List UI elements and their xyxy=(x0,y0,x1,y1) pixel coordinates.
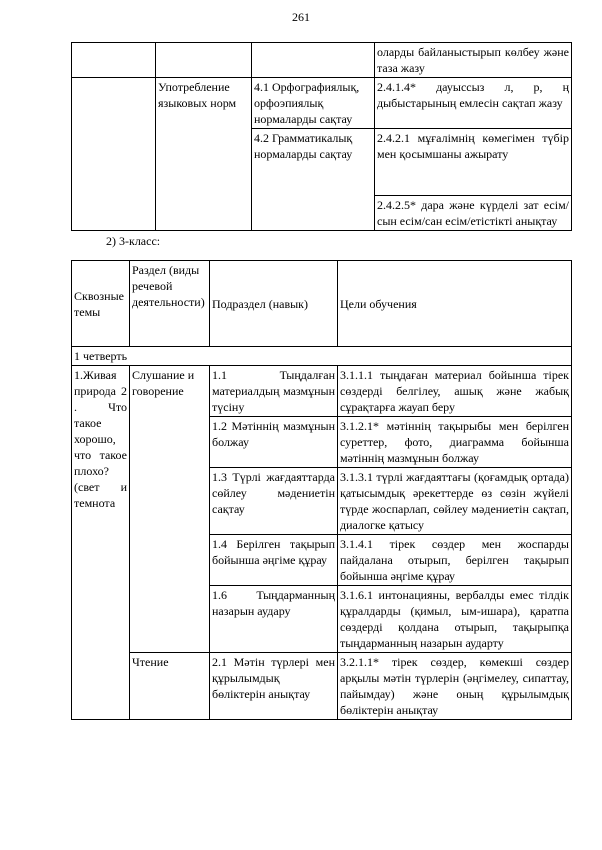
subsection-cell: 1.2 Мәтіннің мазмұнын болжау xyxy=(210,417,338,468)
section-cell: Употребление языковых норм xyxy=(156,78,252,231)
learning-goal-cell: оларды байланыстырып көлбеу және таза жазу xyxy=(375,43,572,78)
table-row xyxy=(72,43,572,78)
page-number: 261 xyxy=(292,10,310,24)
quarter-label: 1 четверть xyxy=(72,347,572,366)
learning-goal-cell: 3.2.1.1* тірек сөздер, көмекші сөздер арқылы мәтін түрлерін (әңгімелеу, сипаттау, пайымдау) және оның құрылымдық бөліктерін анықтау xyxy=(338,653,572,720)
header-subsection: Подраздел (навык) xyxy=(210,261,338,347)
section-cell: Слушание и говорение xyxy=(130,366,210,653)
learning-goal-cell: 3.1.2.1* мәтіннің тақырыбы мен берілген суреттер, фото, диаграмма бойынша мәтіннің мазмұнын болжау xyxy=(338,417,572,468)
subsection-cell: 4.1 Орфографиялық, орфоэпиялық нормаларды сақтау xyxy=(252,78,375,129)
subsection-cell: 1.3 Түрлі жағдаяттарда сөйлеу мәдениетін сақтау xyxy=(210,468,338,535)
header-learning-goals: Цели обучения xyxy=(338,261,572,347)
learning-goal-cell: 3.1.4.1 тірек сөздер мен жоспарды пайдалана отырып, берілген тақырып бойынша әңгіме құрау xyxy=(338,535,572,586)
learning-goal-cell: 3.1.1.1 тыңдаған материал бойынша тірек сөздерді белгілеу, ашық және жабық сұрақтарға жауап беру xyxy=(338,366,572,417)
learning-goal-cell: 2.4.1.4* дауыссыз л, р, ң дыбыстарының емлесін сақтап жазу xyxy=(375,78,572,129)
curriculum-table xyxy=(71,260,572,720)
section-cell: Чтение xyxy=(130,653,210,720)
table-header-row xyxy=(72,261,572,347)
learning-goal-cell: 2.4.2.5* дара және күрделі зат есім/сын есім/сан есім/етістікті анықтау xyxy=(375,196,572,231)
header-cross-cutting-themes: Сквозные темы xyxy=(72,261,130,347)
quarter-row xyxy=(72,347,572,366)
table-row xyxy=(72,366,572,417)
subsection-cell: 4.2 Грамматикалық нормаларды сақтау xyxy=(252,129,375,231)
subsection-cell: 1.6 Тыңдарманның назарын аудару xyxy=(210,586,338,653)
learning-goal-cell: 2.4.2.1 мұғалімнің көмегімен түбір мен қосымшаны ажырату xyxy=(375,129,572,196)
subsection-cell: 1.1 Тыңдалған материалдың мазмұнын түсіну xyxy=(210,366,338,417)
learning-goal-cell: 3.1.6.1 интонацияны, вербалды емес тілдік құралдарды (қимыл, ым-ишара), қаратпа сөздерді қолдана отырып, тақырыпқа тыңдарманның назарын аударту xyxy=(338,586,572,653)
learning-goal-cell: 3.1.3.1 түрлі жағдаяттағы (қоғамдық ортада) қатысымдық әрекеттерде өз сөзін жүйелі түрде жоспарлап, сөйлеу мәдениетін сақтап, диалогке қатысу xyxy=(338,468,572,535)
subsection-cell: 1.4 Берілген тақырып бойынша әңгіме құрау xyxy=(210,535,338,586)
table-row xyxy=(72,653,572,720)
top-table xyxy=(71,42,572,231)
theme-cell: 1.Живая природа 2 . Что такое хорошо, что такое плохо? (свет и темнота xyxy=(72,366,130,720)
table-row xyxy=(72,78,572,129)
subsection-cell: 2.1 Мәтін түрлері мен құрылымдық бөліктерін анықтау xyxy=(210,653,338,720)
section-heading: 2) 3-класс: xyxy=(106,234,161,248)
header-section: Раздел (виды речевой деятельности) xyxy=(130,261,210,347)
